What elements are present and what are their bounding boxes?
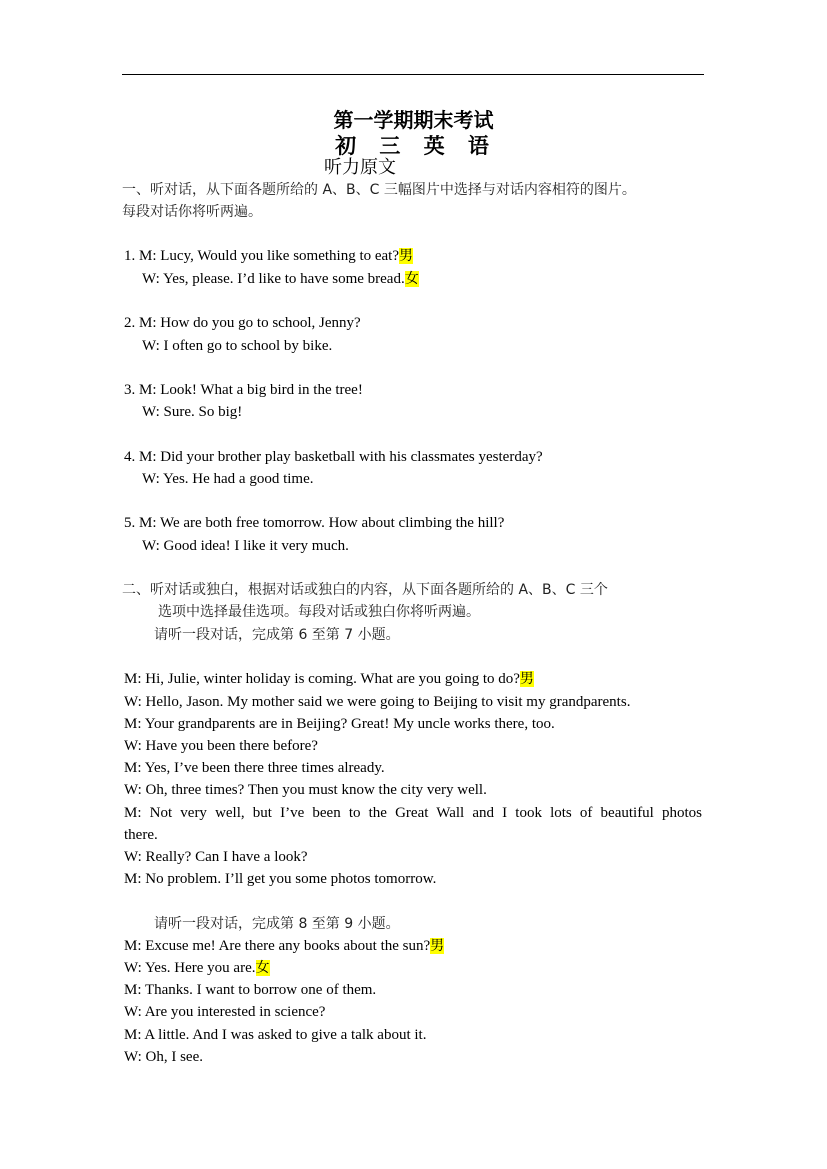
speaker-tag: 女 <box>404 271 419 287</box>
dialogue-line: W: Oh, I see. <box>124 1049 203 1065</box>
dialogue-line: M: No problem. I’ll get you some photos tomorrow. <box>124 871 437 887</box>
dialogue-line: W: Are you interested in science? <box>124 1004 326 1020</box>
dialogue-line <box>124 669 534 689</box>
part2-instruction: 二、听对话或独白，根据对话或独白的内容，从下面各题所给的 A、B、C 三个 <box>122 582 608 598</box>
dialogue-text: 1. M: Lucy, Would you like something to eat? <box>124 248 400 264</box>
speaker-tag: 男 <box>430 938 445 954</box>
dialogue-line: M: A little. And I was asked to give a talk about it. <box>124 1027 427 1043</box>
dialogue-line <box>124 958 270 978</box>
dialogue-line: 3. M: Look! What a big bird in the tree! <box>124 382 363 398</box>
dialogue-line <box>124 246 413 266</box>
dialogue-intro: 请听一段对话，完成第 6 至第 7 小题。 <box>154 627 400 643</box>
part1-instruction: 一、听对话，从下面各题所给的 A、B、C 三幅图片中选择与对话内容相符的图片。 <box>122 182 636 198</box>
dialogue-line <box>142 269 419 289</box>
speaker-tag: 女 <box>255 960 270 976</box>
dialogue-line: W: Hello, Jason. My mother said we were going to Beijing to visit my grandparents. <box>124 694 631 710</box>
section-title: 听力原文 <box>324 157 396 177</box>
dialogue-text: W: Yes. Here you are. <box>124 960 256 976</box>
exam-subtitle: 初 三 英 语 <box>335 134 498 158</box>
dialogue-intro: 请听一段对话，完成第 8 至第 9 小题。 <box>154 916 400 932</box>
dialogue-text: M: Excuse me! Are there any books about the sun? <box>124 938 431 954</box>
dialogue-text: W: Yes, please. I’d like to have some bread. <box>142 271 405 287</box>
dialogue-line: M: Not very well, but I’ve been to the Great Wall and I took lots of beautiful photos <box>124 805 702 821</box>
part1-instruction: 每段对话你将听两遍。 <box>122 204 262 220</box>
dialogue-line: there. <box>124 827 158 843</box>
dialogue-line: M: Yes, I’ve been there three times already. <box>124 760 385 776</box>
dialogue-line: W: Good idea! I like it very much. <box>142 538 349 554</box>
dialogue-line: W: Oh, three times? Then you must know the city very well. <box>124 782 487 798</box>
dialogue-line: 2. M: How do you go to school, Jenny? <box>124 315 361 331</box>
dialogue-line: W: Have you been there before? <box>124 738 318 754</box>
dialogue-line: M: Thanks. I want to borrow one of them. <box>124 982 377 998</box>
dialogue-line: M: Your grandparents are in Beijing? Great! My uncle works there, too. <box>124 716 555 732</box>
dialogue-line: W: Yes. He had a good time. <box>142 471 314 487</box>
dialogue-line <box>124 936 444 956</box>
speaker-tag: 男 <box>519 671 534 687</box>
dialogue-line: W: I often go to school by bike. <box>142 338 333 354</box>
dialogue-line: W: Really? Can I have a look? <box>124 849 308 865</box>
dialogue-line: 5. M: We are both free tomorrow. How about climbing the hill? <box>124 515 505 531</box>
exam-title: 第一学期期末考试 <box>333 110 494 132</box>
speaker-tag: 男 <box>399 248 414 264</box>
dialogue-text: M: Hi, Julie, winter holiday is coming. What are you going to do? <box>124 671 520 687</box>
part2-instruction: 选项中选择最佳选项。每段对话或独白你将听两遍。 <box>158 604 480 620</box>
dialogue-line: W: Sure. So big! <box>142 404 243 420</box>
dialogue-line: 4. M: Did your brother play basketball with his classmates yesterday? <box>124 449 543 465</box>
header-rule <box>122 74 704 75</box>
